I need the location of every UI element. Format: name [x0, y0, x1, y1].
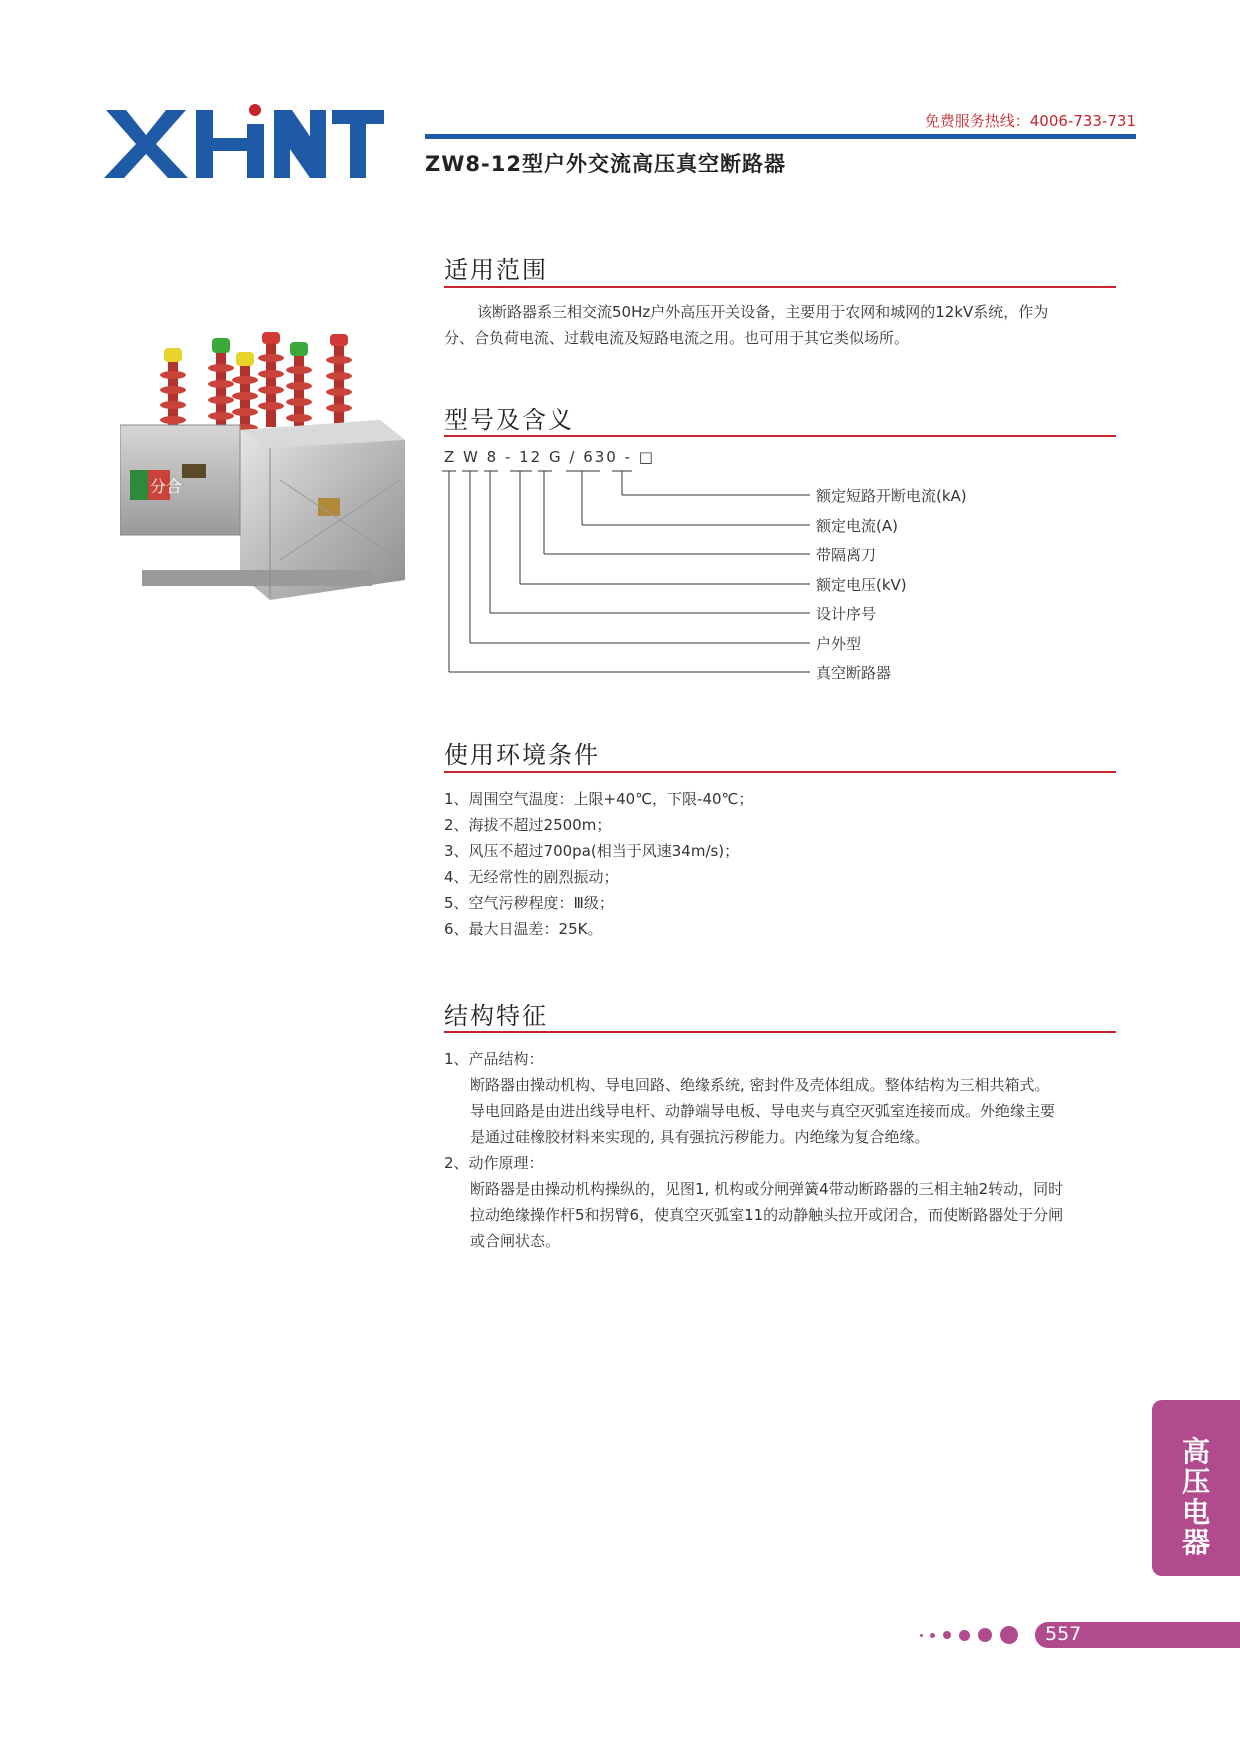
env-item: 5、空气污秽程度：Ⅲ级； [444, 894, 614, 912]
decor-dot [978, 1628, 992, 1642]
section-divider [444, 435, 1116, 437]
model-label-breaking-current: 额定短路开断电流(kA) [816, 487, 967, 505]
env-item: 1、周围空气温度：上限+40℃，下限-40℃； [444, 790, 754, 808]
brand-logo [104, 102, 384, 180]
env-item: 4、无经常性的剧烈振动； [444, 868, 619, 886]
section-title-structure: 结构特征 [444, 1002, 548, 1030]
section-divider [444, 771, 1116, 773]
page-title: ZW8-12型户外交流高压真空断路器 [425, 152, 786, 176]
model-label-outdoor: 户外型 [816, 635, 862, 653]
scope-line-2: 分、合负荷电流、过载电流及短路电流之用。也可用于其它类似场所。 [444, 329, 910, 347]
env-item: 3、风压不超过700pa(相当于风速34m/s)； [444, 842, 740, 860]
page-number-badge [1035, 1622, 1240, 1648]
structure-line: 断路器由操动机构、导电回路、绝缘系统, 密封件及壳体组成。整体结构为三相共箱式。 [470, 1076, 1050, 1094]
section-divider [444, 1031, 1116, 1033]
decor-dot [959, 1630, 970, 1641]
structure-line: 导电回路是由进出线导电杆、动静端导电板、导电夹与真空灭弧室连接而成。外绝缘主要 [470, 1102, 1056, 1120]
decor-dot [1000, 1626, 1018, 1644]
model-code: Z W 8 - 12 G / 630 - □ [444, 448, 655, 466]
section-title-model: 型号及含义 [444, 406, 574, 434]
structure-heading-1: 1、产品结构： [444, 1050, 544, 1068]
category-side-tab [1152, 1400, 1240, 1576]
env-item: 6、最大日温差：25K。 [444, 920, 603, 938]
switch-label: 分合 [150, 477, 183, 496]
structure-line: 拉动绝缘操作杆5和拐臂6，使真空灭弧室11的动静触头拉开或闭合，而使断路器处于分闸 [470, 1206, 1064, 1224]
side-tab-char: 电 [1181, 1496, 1210, 1529]
env-item: 2、海拔不超过2500m； [444, 816, 612, 834]
structure-heading-2: 2、动作原理： [444, 1154, 544, 1172]
model-label-rated-voltage: 额定电压(kV) [816, 576, 907, 594]
page-number: 557 [1045, 1623, 1082, 1645]
scope-line-1: 该断路器系三相交流50Hz户外高压开关设备，主要用于农网和城网的12kV系统，作为 [477, 303, 1049, 321]
decor-dot [930, 1633, 935, 1638]
section-title-scope: 适用范围 [444, 256, 548, 284]
structure-line: 断路器是由操动机构操纵的，见图1, 机构或分闸弹簧4带动断路器的三相主轴2转动，同时 [470, 1180, 1064, 1198]
decor-dot [943, 1631, 951, 1639]
hotline-text: 免费服务热线：4006-733-731 [924, 112, 1136, 130]
model-label-vacuum-breaker: 真空断路器 [816, 664, 892, 682]
side-tab-char: 器 [1181, 1526, 1210, 1559]
header-divider [425, 134, 1136, 139]
side-tab-char: 压 [1181, 1465, 1210, 1498]
model-label-rated-current: 额定电流(A) [816, 517, 898, 535]
decor-dot [920, 1634, 923, 1637]
model-breakdown-diagram [440, 465, 820, 690]
structure-line: 是通过硅橡胶材料来实现的, 具有强抗污秽能力。内绝缘为复合绝缘。 [470, 1128, 930, 1146]
model-label-isolating-knife: 带隔离刀 [816, 546, 877, 564]
model-label-design-number: 设计序号 [816, 605, 877, 623]
product-photo [120, 330, 415, 630]
section-divider [444, 286, 1116, 288]
structure-line: 或合闸状态。 [470, 1232, 561, 1250]
section-title-environment: 使用环境条件 [444, 741, 600, 769]
side-tab-char: 高 [1181, 1435, 1210, 1468]
